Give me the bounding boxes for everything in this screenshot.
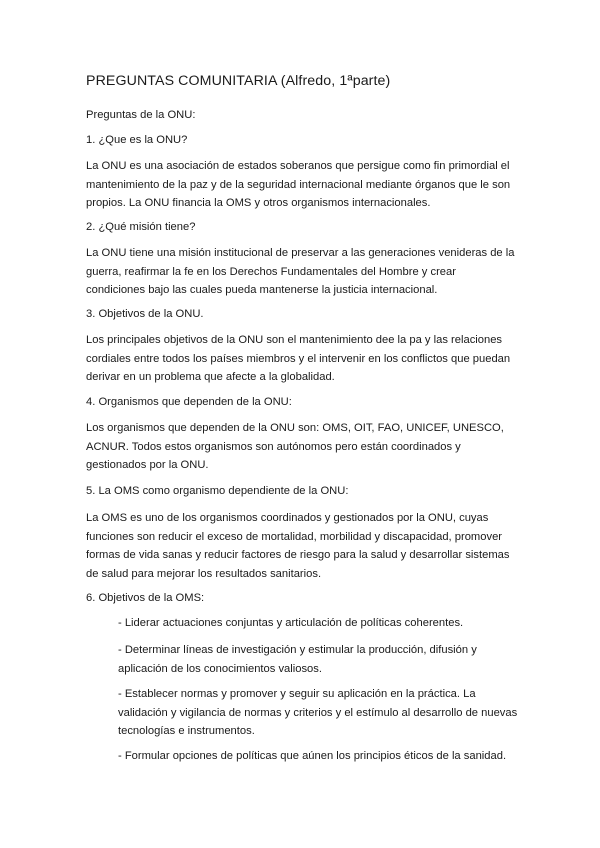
intro-line: Preguntas de la ONU:: [86, 109, 196, 121]
section-3-body: Los principales objetivos de la ONU son el mantenimiento dee la pa y las relaciones cordiales entre todos los países miembros y el intervenir en los conflictos que puedan derivar en un problema que afecte a la globalidad.: [86, 334, 511, 383]
section-5-heading: 5. La OMS como organismo dependiente de la ONU:: [86, 485, 349, 497]
section-5-body: La OMS es uno de los organismos coordinados y gestionados por la ONU, cuyas funciones son reducir el exceso de mortalidad, morbilidad y discapacidad, promover formas de vida sanas y reducir factores de riesgo para la salud y desarrollar sistemas de salud para mejorar los resultados sanitarios.: [86, 512, 510, 580]
section-1-body: La ONU es una asociación de estados soberanos que persigue como fin primordial el mantenimiento de la paz y de la seguridad internacional mediante órganos que le son propios. La ONU financia la OMS y otros organismos internacionales.: [86, 160, 511, 209]
section-4-heading: 4. Organismos que dependen de la ONU:: [86, 396, 292, 408]
oms-objective-item: - Formular opciones de políticas que aúnen los principios éticos de la sanidad.: [118, 750, 507, 762]
oms-objective-item: - Determinar líneas de investigación y estimular la producción, difusión y aplicación de los conocimientos valiosos.: [118, 644, 477, 675]
section-6-heading: 6. Objetivos de la OMS:: [86, 592, 205, 604]
oms-objective-item: - Liderar actuaciones conjuntas y articulación de políticas coherentes.: [118, 617, 464, 629]
section-1-heading: 1. ¿Que es la ONU?: [86, 134, 188, 146]
document-title: PREGUNTAS COMUNITARIA (Alfredo, 1ªparte): [86, 73, 391, 89]
oms-objective-item: - Establecer normas y promover y seguir su aplicación en la práctica. La validación y vigilancia de normas y criterios y el estímulo al desarrollo de nuevas tecnologías e instrumentos.: [118, 688, 518, 737]
section-2-body: La ONU tiene una misión institucional de preservar a las generaciones venideras de la guerra, reafirmar la fe en los Derechos Fundamentales del Hombre y crear condiciones bajo las cuales pueda mantenerse la justicia internacional.: [86, 247, 515, 296]
section-3-heading: 3. Objetivos de la ONU.: [86, 308, 204, 320]
section-4-body: Los organismos que dependen de la ONU son: OMS, OIT, FAO, UNICEF, UNESCO, ACNUR. Todos estos organismos son autónomos pero están coordinados y gestionados por la ONU.: [86, 422, 504, 471]
section-2-heading: 2. ¿Qué misión tiene?: [86, 221, 196, 233]
